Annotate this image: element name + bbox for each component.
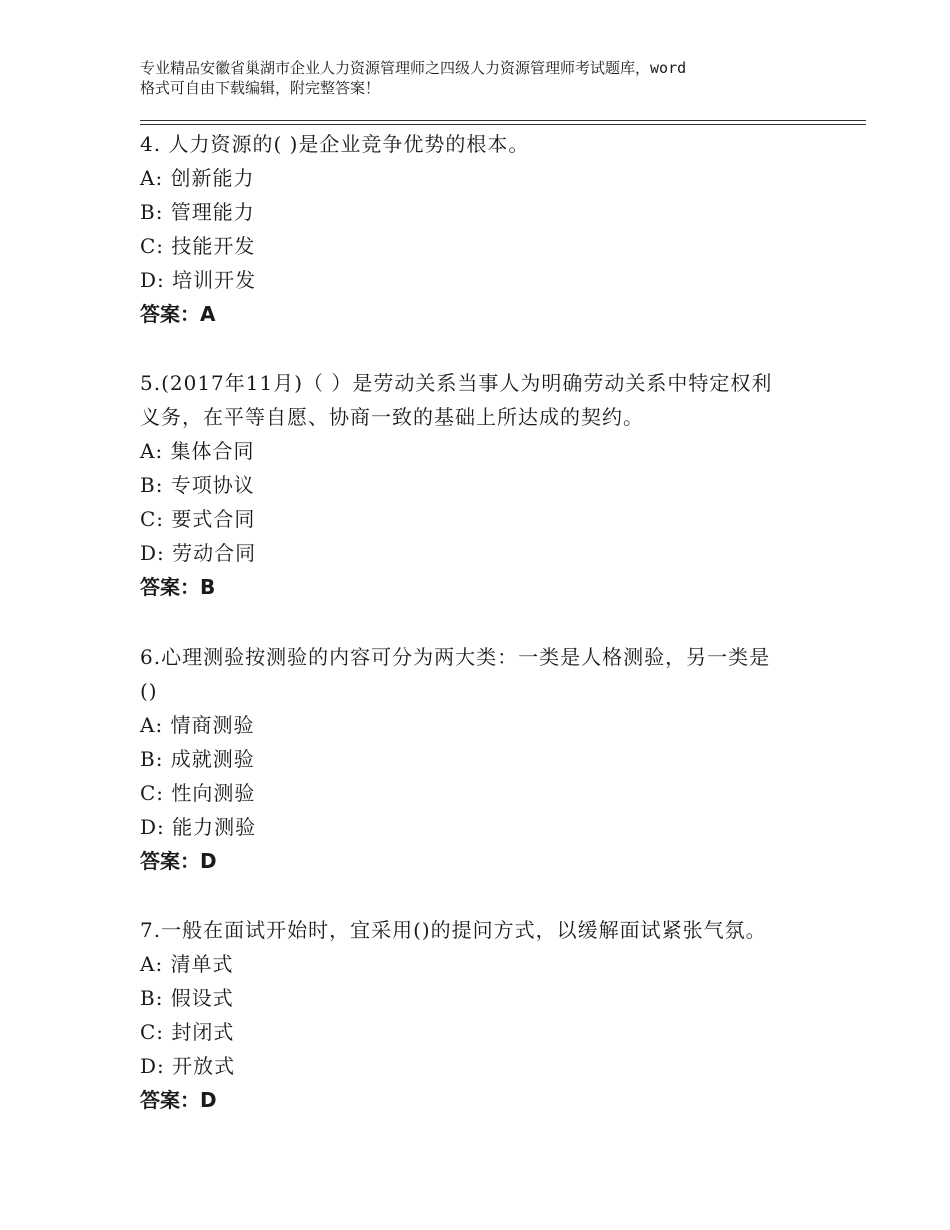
option-c: C: 封闭式 xyxy=(140,1020,235,1044)
answer-line: 答案：B xyxy=(140,575,216,599)
option-a: A: 创新能力 xyxy=(140,166,255,190)
question-stem-line: 4. 人力资源的( )是企业竞争优势的根本。 xyxy=(140,132,530,156)
option-d: D: 能力测验 xyxy=(140,815,257,839)
question-6 xyxy=(140,640,840,878)
document-header xyxy=(140,58,840,98)
header-divider-bottom xyxy=(140,124,866,125)
header-line-1: 专业精品安徽省巢湖市企业人力资源管理师之四级人力资源管理师考试题库，word xyxy=(140,59,687,77)
option-b: B: 成就测验 xyxy=(140,747,255,771)
option-a: A: 清单式 xyxy=(140,952,234,976)
option-a: A: 集体合同 xyxy=(140,439,255,463)
answer-line: 答案：A xyxy=(140,302,216,326)
option-c: C: 性向测验 xyxy=(140,781,256,805)
option-d: D: 培训开发 xyxy=(140,268,257,292)
question-stem-line: () xyxy=(140,679,158,703)
option-b: B: 专项协议 xyxy=(140,473,255,497)
header-line-2: 格式可自由下载编辑，附完整答案！ xyxy=(140,79,381,97)
option-c: C: 技能开发 xyxy=(140,234,256,258)
option-a: A: 情商测验 xyxy=(140,713,255,737)
question-4 xyxy=(140,127,840,331)
answer-line: 答案：D xyxy=(140,1088,217,1112)
header-divider-top xyxy=(140,120,866,121)
question-stem-line: 6.心理测验按测验的内容可分为两大类：一类是人格测验，另一类是 xyxy=(140,645,771,669)
question-stem-line: 5.(2017年11月)（ ）是劳动关系当事人为明确劳动关系中特定权利 xyxy=(140,371,773,395)
answer-line: 答案：D xyxy=(140,849,217,873)
option-d: D: 开放式 xyxy=(140,1054,236,1078)
question-stem-line: 义务，在平等自愿、协商一致的基础上所达成的契约。 xyxy=(140,405,644,429)
option-c: C: 要式合同 xyxy=(140,507,256,531)
question-7 xyxy=(140,913,840,1117)
option-b: B: 假设式 xyxy=(140,986,234,1010)
option-d: D: 劳动合同 xyxy=(140,541,257,565)
question-stem-line: 7.一般在面试开始时，宜采用()的提问方式，以缓解面试紧张气氛。 xyxy=(140,918,767,942)
question-5 xyxy=(140,366,840,604)
option-b: B: 管理能力 xyxy=(140,200,255,224)
